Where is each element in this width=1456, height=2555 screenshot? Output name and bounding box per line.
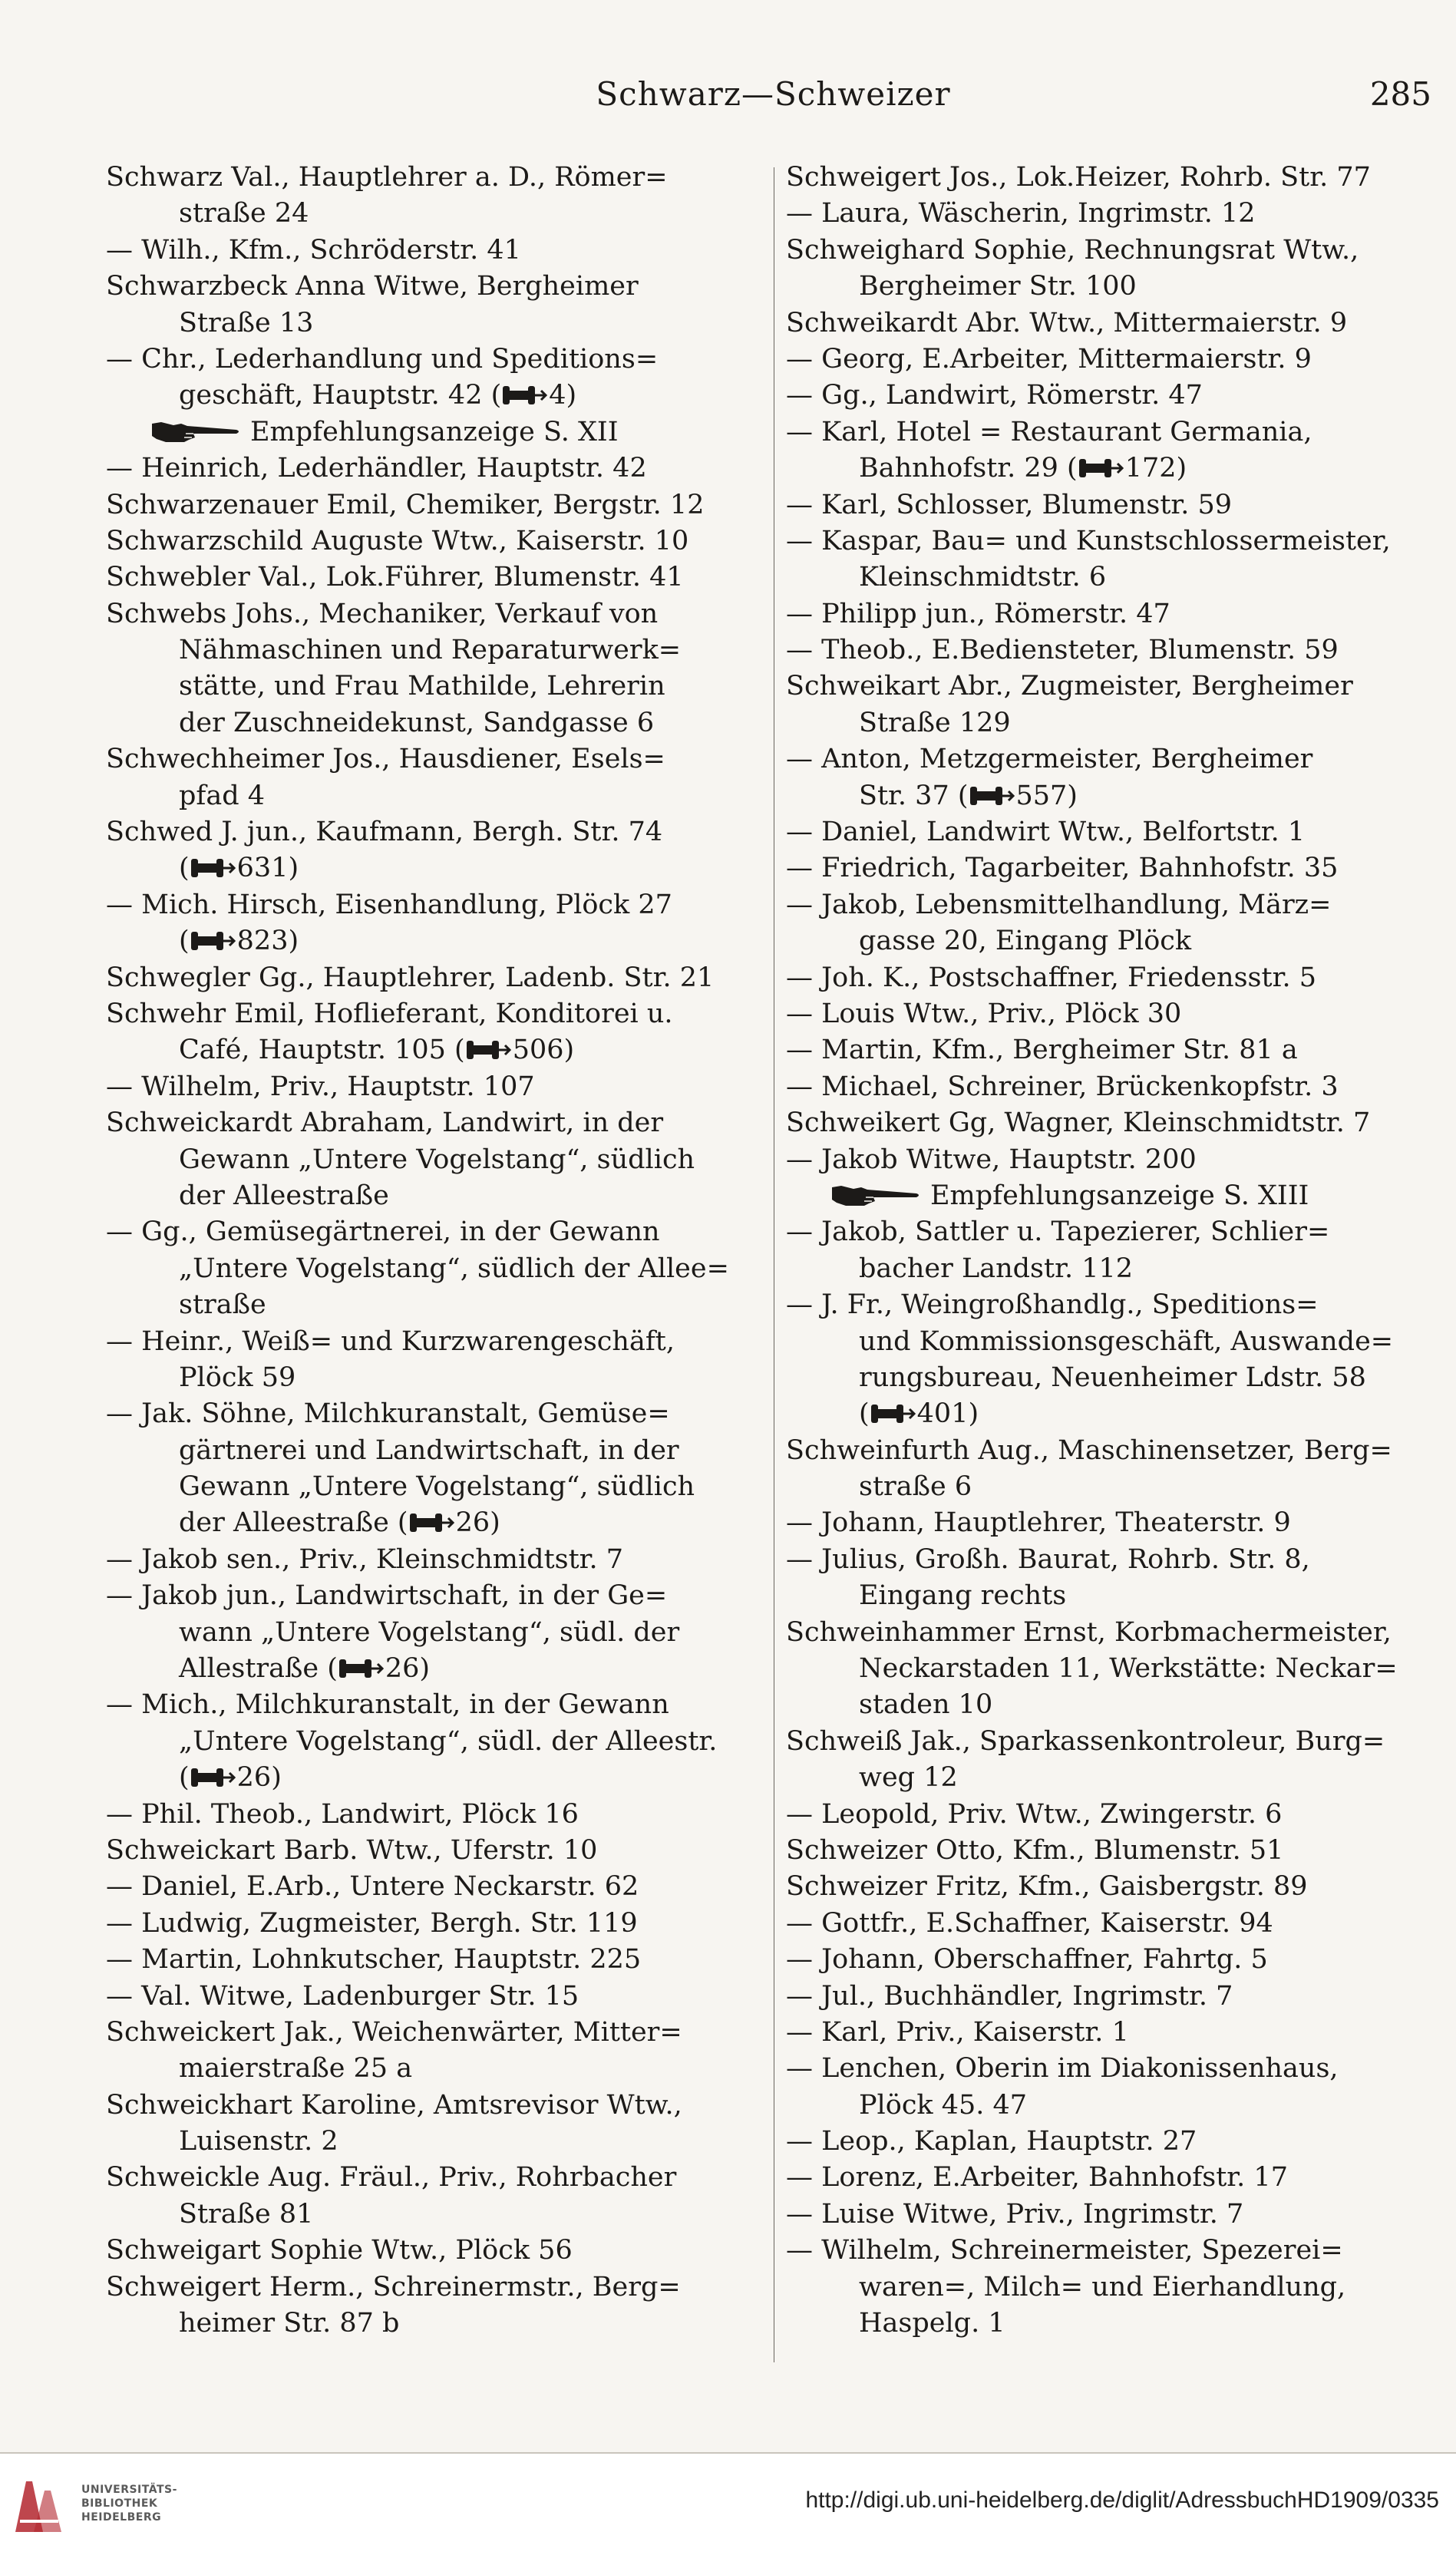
entry-text: — Mich., Milchkuranstalt, in der Gewann [106, 1689, 669, 1721]
telephone-icon [410, 1511, 454, 1534]
entry-text: — Gottfr., E.Schaffner, Kaiserstr. 94 [786, 1907, 1273, 1939]
entry-text: Schweickardt Abraham, Landwirt, in der [106, 1107, 664, 1139]
entry-text: — Luise Witwe, Priv., Ingrimstr. 7 [786, 2198, 1244, 2230]
entry-text: Neckarstaden 11, Werkstätte: Neckar= [859, 1653, 1398, 1685]
entry-text: Schweighard Sophie, Rechnungsrat Wtw., [786, 234, 1359, 266]
directory-entry-line [786, 1069, 1438, 1105]
pointing-hand-icon [830, 1183, 923, 1209]
library-logo-text [81, 2483, 177, 2524]
directory-entry-line [786, 1578, 1438, 1614]
directory-entry-line [106, 1906, 758, 1942]
telephone-icon [467, 1038, 511, 1061]
entry-text: — Georg, E.Arbeiter, Mittermaierstr. 9 [786, 343, 1312, 375]
entry-text: gärtnerei und Landwirtschaft, in der [179, 1434, 679, 1466]
directory-entry-line [786, 2306, 1438, 2342]
entry-text: straße 6 [859, 1471, 972, 1503]
directory-entry-line [106, 1105, 758, 1141]
directory-entry-line [786, 1542, 1438, 1578]
entry-text: Kleinschmidtstr. 6 [859, 562, 1107, 593]
directory-entry-line [786, 1760, 1438, 1796]
directory-entry-line [786, 850, 1438, 886]
entry-text: — Michael, Schreiner, Brückenkopfstr. 3 [786, 1071, 1339, 1102]
directory-entry-line [786, 1797, 1438, 1833]
directory-entry-line [786, 778, 1438, 814]
entry-text: — Chr., Lederhandlung und Speditions= [106, 343, 659, 375]
entry-text: — Jakob, Sattler u. Tapezierer, Schlier= [786, 1216, 1330, 1248]
telephone-icon [191, 929, 236, 952]
right-column [786, 160, 1438, 2342]
directory-entry-line [106, 1433, 758, 1469]
entry-text: — Johann, Hauptlehrer, Theaterstr. 9 [786, 1507, 1291, 1539]
page-number: 285 [1369, 75, 1431, 113]
directory-entry-line [786, 233, 1438, 269]
entry-text: staden 10 [859, 1689, 993, 1721]
library-logo-icon [12, 2475, 66, 2535]
directory-entry-line [106, 960, 758, 996]
phone-number: 172) [1124, 453, 1187, 484]
entry-text: — Jak. Söhne, Milchkuranstalt, Gemüse= [106, 1398, 670, 1430]
directory-entry-line [106, 1505, 758, 1541]
entry-text: Schweigart Sophie Wtw., Plöck 56 [106, 2235, 573, 2266]
directory-entry-line [106, 451, 758, 487]
directory-entry-line [786, 1142, 1438, 1178]
entry-text: — Theob., E.Bediensteter, Blumenstr. 59 [786, 635, 1339, 666]
directory-entry-line [786, 2124, 1438, 2160]
directory-entry-line [106, 996, 758, 1032]
directory-entry-line [786, 378, 1438, 414]
entry-text: — Joh. K., Postschaffner, Friedensstr. 5 [786, 962, 1316, 993]
entry-text: Bergheimer Str. 100 [859, 271, 1137, 302]
entry-text: — Jakob Witwe, Hauptstr. 200 [786, 1144, 1197, 1175]
entry-text: Luisenstr. 2 [179, 2126, 338, 2157]
entry-text: Schweigert Herm., Schreinermstr., Berg= [106, 2271, 681, 2302]
entry-text: Schwegler Gg., Hauptlehrer, Ladenb. Str. 21 [106, 962, 715, 993]
entry-text: — Phil. Theob., Landwirt, Plöck 16 [106, 1798, 579, 1830]
directory-entry-line [106, 2197, 758, 2233]
telephone-icon [970, 784, 1015, 807]
directory-entry-line [786, 996, 1438, 1032]
directory-entry-line [106, 632, 758, 668]
directory-entry-line [786, 1105, 1438, 1141]
entry-text: straße 24 [179, 198, 309, 229]
entry-text: und Kommissionsgeschäft, Auswande= [859, 1325, 1394, 1357]
entry-text: Schweinfurth Aug., Maschinensetzer, Berg= [786, 1434, 1392, 1466]
directory-entry-line [106, 1069, 758, 1105]
directory-entry-line [106, 887, 758, 923]
phone-number: 26) [236, 1762, 282, 1794]
running-head: Schwarz—Schweizer [596, 75, 951, 113]
entry-text: ( [179, 1762, 190, 1794]
logo-line: BIBLIOTHEK [81, 2497, 158, 2510]
directory-entry-line [106, 778, 758, 814]
logo-line: HEIDELBERG [81, 2511, 162, 2524]
directory-entry-line [106, 2233, 758, 2269]
directory-entry-line [106, 487, 758, 523]
directory-entry-line [786, 1906, 1438, 1942]
entry-text: Straße 129 [859, 707, 1011, 738]
entry-text: Allestraße ( [179, 1653, 338, 1685]
directory-entry-line [106, 1760, 758, 1796]
entry-text: — Jul., Buchhändler, Ingrimstr. 7 [786, 1980, 1233, 2012]
entry-text: Schweizer Fritz, Kfm., Gaisbergstr. 89 [786, 1871, 1308, 1903]
directory-entry-line [106, 2051, 758, 2087]
directory-entry-line [786, 1979, 1438, 2015]
entry-text: Schweizer Otto, Kfm., Blumenstr. 51 [786, 1834, 1284, 1866]
telephone-icon [191, 1766, 236, 1789]
directory-entry-line [106, 269, 758, 305]
library-logo [12, 2471, 181, 2540]
directory-entry-line [106, 1687, 758, 1723]
entry-text: — Karl, Priv., Kaiserstr. 1 [786, 2016, 1129, 2048]
entry-text: Schwebs Johs., Mechaniker, Verkauf von [106, 598, 659, 629]
entry-text: Empfehlungsanzeige S. XIII [930, 1180, 1309, 1211]
directory-entry-line [786, 487, 1438, 523]
directory-entry-line [106, 923, 758, 959]
entry-text: Schweinhammer Ernst, Korbmachermeister, [786, 1616, 1392, 1648]
entry-text: — Julius, Großh. Baurat, Rohrb. Str. 8, [786, 1543, 1310, 1575]
entry-text: — Johann, Oberschaffner, Fahrtg. 5 [786, 1944, 1268, 1976]
directory-entry-line [786, 1651, 1438, 1687]
directory-entry-line [786, 560, 1438, 596]
entry-text: — Gg., Landwirt, Römerstr. 47 [786, 380, 1203, 411]
directory-entry-line [106, 1651, 758, 1687]
directory-entry-line [106, 2160, 758, 2196]
directory-entry-line [106, 1869, 758, 1905]
entry-text: — Heinr., Weiß= und Kurzwarengeschäft, [106, 1325, 675, 1357]
directory-entry-line [106, 2088, 758, 2124]
entry-text: — Jakob sen., Priv., Kleinschmidtstr. 7 [106, 1543, 624, 1575]
telephone-icon [503, 384, 547, 407]
entry-text: Schweigert Jos., Lok.Heizer, Rohrb. Str. 77 [786, 162, 1371, 193]
directory-entry-line [106, 1542, 758, 1578]
entry-text: — Ludwig, Zugmeister, Bergh. Str. 119 [106, 1907, 638, 1939]
phone-number: 26) [455, 1507, 500, 1539]
directory-entry-line [106, 1324, 758, 1360]
directory-entry-line [786, 2197, 1438, 2233]
directory-entry-line [786, 705, 1438, 741]
entry-text: — Val. Witwe, Ladenburger Str. 15 [106, 1980, 579, 2012]
directory-entry-line [786, 923, 1438, 959]
entry-text: — Daniel, E.Arb., Untere Neckarstr. 62 [106, 1871, 639, 1903]
entry-text: — Jakob, Lebensmittelhandlung, März= [786, 889, 1332, 920]
telephone-icon [871, 1402, 916, 1425]
directory-entry-line [786, 1469, 1438, 1505]
pointing-hand-icon [150, 419, 243, 445]
directory-entry-line [106, 342, 758, 378]
entry-text: Schwarz Val., Hauptlehrer a. D., Römer= [106, 162, 668, 193]
directory-entry-line [106, 850, 758, 886]
directory-entry-line [106, 1833, 758, 1869]
entry-text: — Philipp jun., Römerstr. 47 [786, 598, 1170, 629]
entry-text: — J. Fr., Weingroßhandlg., Speditions= [786, 1289, 1319, 1321]
entry-text: wann „Untere Vogelstang“, südl. der [179, 1616, 680, 1648]
directory-entry-line [106, 160, 758, 196]
directory-entry-line [106, 1979, 758, 2015]
entry-text: — Heinrich, Lederhändler, Hauptstr. 42 [106, 453, 647, 484]
directory-entry-line [106, 1724, 758, 1760]
entry-text: Eingang rechts [859, 1580, 1067, 1612]
directory-entry-line [786, 160, 1438, 196]
directory-entry-line [786, 887, 1438, 923]
phone-number: 557) [1015, 780, 1078, 811]
entry-text: pfad 4 [179, 780, 266, 811]
directory-entry-line [786, 1324, 1438, 1360]
entry-text: „Untere Vogelstang“, südlich der Allee= [179, 1253, 729, 1284]
entry-text: Plöck 45. 47 [859, 2089, 1028, 2121]
directory-entry-line [786, 1505, 1438, 1541]
directory-entry-line [106, 305, 758, 342]
directory-entry-line [786, 2233, 1438, 2269]
directory-entry-line [106, 1178, 758, 1214]
entry-text: Schweickart Barb. Wtw., Uferstr. 10 [106, 1834, 598, 1866]
directory-entry-line [786, 2015, 1438, 2051]
directory-entry-line [786, 1214, 1438, 1250]
entry-text: bacher Landstr. 112 [859, 1253, 1134, 1284]
entry-text: Straße 81 [179, 2198, 314, 2230]
directory-entry-line [786, 1615, 1438, 1651]
entry-text: — Wilhelm, Schreinermeister, Spezerei= [786, 2235, 1343, 2266]
entry-text: — Mich. Hirsch, Eisenhandlung, Plöck 27 [106, 889, 672, 920]
phone-number: 631) [236, 853, 299, 884]
phone-number: 823) [236, 926, 299, 957]
telephone-icon [191, 857, 236, 880]
page-header [115, 75, 1431, 129]
phone-number: 26) [385, 1653, 431, 1685]
entry-text: rungsbureau, Neuenheimer Ldstr. 58 [859, 1362, 1366, 1393]
directory-entry-line [786, 1687, 1438, 1723]
directory-entry-line [786, 1032, 1438, 1068]
entry-text: Schwechheimer Jos., Hausdiener, Esels= [106, 744, 665, 775]
directory-entry-line [106, 741, 758, 777]
entry-text: — Jakob jun., Landwirtschaft, in der Ge= [106, 1580, 668, 1612]
directory-entry-line [786, 305, 1438, 342]
directory-entry-line [786, 814, 1438, 850]
entry-text: — Leop., Kaplan, Hauptstr. 27 [786, 2126, 1197, 2157]
entry-text: Café, Hauptstr. 105 ( [179, 1035, 465, 1066]
directory-entry-line [106, 1578, 758, 1614]
directory-entry-line [106, 1287, 758, 1323]
directory-entry-line [786, 596, 1438, 632]
directory-entry-line [786, 1396, 1438, 1432]
directory-entry-line [786, 1869, 1438, 1905]
directory-entry-line [786, 1724, 1438, 1760]
directory-entry-line [786, 2160, 1438, 2196]
directory-entry-line [786, 2088, 1438, 2124]
directory-entry-line [106, 2124, 758, 2160]
entry-text: geschäft, Hauptstr. 42 ( [179, 380, 502, 411]
directory-entry-line [786, 196, 1438, 232]
entry-text: Gewann „Untere Vogelstang“, südlich [179, 1471, 695, 1503]
directory-entry-line [106, 414, 758, 451]
directory-entry-line [106, 1396, 758, 1432]
directory-entry-line [106, 1142, 758, 1178]
directory-entry-line [106, 814, 758, 850]
entry-text: Schweikart Abr., Zugmeister, Bergheimer [786, 671, 1353, 702]
entry-text: — Laura, Wäscherin, Ingrimstr. 12 [786, 198, 1256, 229]
directory-entry-line [106, 1214, 758, 1250]
directory-entry-line [106, 1615, 758, 1651]
entry-text: heimer Str. 87 b [179, 2308, 400, 2339]
entry-text: stätte, und Frau Mathilde, Lehrerin [179, 671, 665, 702]
entry-text: Schwebler Val., Lok.Führer, Blumenstr. 41 [106, 562, 684, 593]
telephone-icon [1079, 457, 1124, 480]
entry-text: — Gg., Gemüsegärtnerei, in der Gewann [106, 1216, 660, 1248]
directory-entry-line [106, 596, 758, 632]
entry-text: Schwarzenauer Emil, Chemiker, Bergstr. 12 [106, 489, 705, 520]
phone-number: 506) [512, 1035, 575, 1066]
entry-text: Gewann „Untere Vogelstang“, südlich [179, 1144, 695, 1175]
entry-text: Schwehr Emil, Hoflieferant, Konditorei u. [106, 998, 673, 1029]
directory-entry-line [786, 1942, 1438, 1978]
entry-text: Schweickert Jak., Weichenwärter, Mitter= [106, 2016, 682, 2048]
directory-entry-line [786, 1433, 1438, 1469]
entry-text: straße [179, 1289, 266, 1321]
directory-entry-line [106, 2015, 758, 2051]
entry-text: Nähmaschinen und Reparaturwerk= [179, 635, 682, 666]
entry-text: Haspelg. 1 [859, 2308, 1005, 2339]
entry-text: Straße 13 [179, 307, 314, 338]
entry-text: Empfehlungsanzeige S. XII [250, 416, 619, 447]
entry-text: der Alleestraße [179, 1180, 389, 1211]
phone-number: 401) [916, 1398, 979, 1430]
entry-text: Plöck 59 [179, 1362, 296, 1393]
directory-entry-line [786, 342, 1438, 378]
entry-text: weg 12 [859, 1762, 958, 1794]
entry-text: Schweiß Jak., Sparkassenkontroleur, Burg= [786, 1725, 1385, 1757]
page-footer [0, 2452, 1456, 2555]
entry-text: Schweikardt Abr. Wtw., Mittermaierstr. 9 [786, 307, 1348, 338]
entry-text: Bahnhofstr. 29 ( [859, 453, 1078, 484]
entry-text: — Wilh., Kfm., Schröderstr. 41 [106, 234, 521, 266]
entry-text: Schwarzschild Auguste Wtw., Kaiserstr. 10 [106, 525, 689, 556]
entry-text: — Friedrich, Tagarbeiter, Bahnhofstr. 35 [786, 853, 1339, 884]
entry-text: maierstraße 25 a [179, 2053, 413, 2085]
directory-entry-line [106, 378, 758, 414]
directory-entry-line [786, 523, 1438, 560]
directory-entry-line [106, 1942, 758, 1978]
phone-number: 4) [549, 380, 577, 411]
directory-entry-line [106, 560, 758, 596]
directory-entry-line [106, 2269, 758, 2306]
entry-text: Schwarzbeck Anna Witwe, Bergheimer [106, 271, 639, 302]
entry-text: — Martin, Kfm., Bergheimer Str. 81 a [786, 1035, 1298, 1066]
source-url-link[interactable]: http://digi.ub.uni-heidelberg.de/diglit/AdressbuchHD1909/0335 [805, 2487, 1439, 2513]
logo-line: UNIVERSITÄTS- [81, 2484, 177, 2496]
directory-entry-line [786, 414, 1438, 451]
entry-text: Schwed J. jun., Kaufmann, Bergh. Str. 74 [106, 817, 663, 848]
entry-text: der Zuschneidekunst, Sandgasse 6 [179, 707, 655, 738]
directory-entry-line [106, 196, 758, 232]
entry-text: — Daniel, Landwirt Wtw., Belfortstr. 1 [786, 817, 1306, 848]
entry-text: — Karl, Schlosser, Blumenstr. 59 [786, 489, 1233, 520]
entry-text: gasse 20, Eingang Plöck [859, 926, 1192, 957]
entry-text: — Lenchen, Oberin im Diakonissenhaus, [786, 2053, 1339, 2085]
entry-text: — Lorenz, E.Arbeiter, Bahnhofstr. 17 [786, 2162, 1288, 2194]
directory-entry-line [786, 1360, 1438, 1396]
entry-text: — Leopold, Priv. Wtw., Zwingerstr. 6 [786, 1798, 1283, 1830]
directory-entry-line [786, 632, 1438, 668]
entry-text: Schweickle Aug. Fräul., Priv., Rohrbacher [106, 2162, 677, 2194]
entry-text: Schweikert Gg, Wagner, Kleinschmidtstr. 7 [786, 1107, 1371, 1139]
entry-text: — Karl, Hotel = Restaurant Germania, [786, 416, 1312, 447]
directory-entry-line [106, 233, 758, 269]
entry-text: Str. 37 ( [859, 780, 969, 811]
entry-text: ( [179, 926, 190, 957]
directory-entry-line [106, 1469, 758, 1505]
entry-text: waren=, Milch= und Eierhandlung, [859, 2271, 1346, 2302]
directory-entry-line [786, 1251, 1438, 1287]
directory-entry-line [786, 269, 1438, 305]
entry-text: der Alleestraße ( [179, 1507, 408, 1539]
entry-text: — Kaspar, Bau= und Kunstschlossermeister, [786, 525, 1391, 556]
entry-text: — Anton, Metzgermeister, Bergheimer [786, 744, 1313, 775]
directory-entry-line [786, 668, 1438, 705]
entry-text: — Louis Wtw., Priv., Plöck 30 [786, 998, 1182, 1029]
telephone-icon [339, 1657, 384, 1680]
directory-entry-line [786, 1833, 1438, 1869]
entry-text: — Martin, Lohnkutscher, Hauptstr. 225 [106, 1944, 642, 1976]
directory-entry-line [106, 1251, 758, 1287]
directory-entry-line [786, 1287, 1438, 1323]
directory-entry-line [786, 741, 1438, 777]
directory-entry-line [106, 1797, 758, 1833]
entry-text: „Untere Vogelstang“, südl. der Alleestr. [179, 1725, 718, 1757]
directory-entry-line [786, 2051, 1438, 2087]
directory-entry-line [106, 523, 758, 560]
directory-entry-line [786, 960, 1438, 996]
left-column [106, 160, 758, 2342]
directory-entry-line [106, 1032, 758, 1068]
entry-text: — Wilhelm, Priv., Hauptstr. 107 [106, 1071, 535, 1102]
directory-entry-line [106, 705, 758, 741]
directory-entry-line [106, 668, 758, 705]
entry-text: ( [179, 853, 190, 884]
entry-text: Schweickhart Karoline, Amtsrevisor Wtw., [106, 2089, 682, 2121]
directory-entry-line [786, 2269, 1438, 2306]
entry-text: ( [859, 1398, 870, 1430]
directory-entry-line [106, 1360, 758, 1396]
directory-entry-line [786, 1178, 1438, 1214]
directory-entry-line [106, 2306, 758, 2342]
directory-entry-line [786, 451, 1438, 487]
